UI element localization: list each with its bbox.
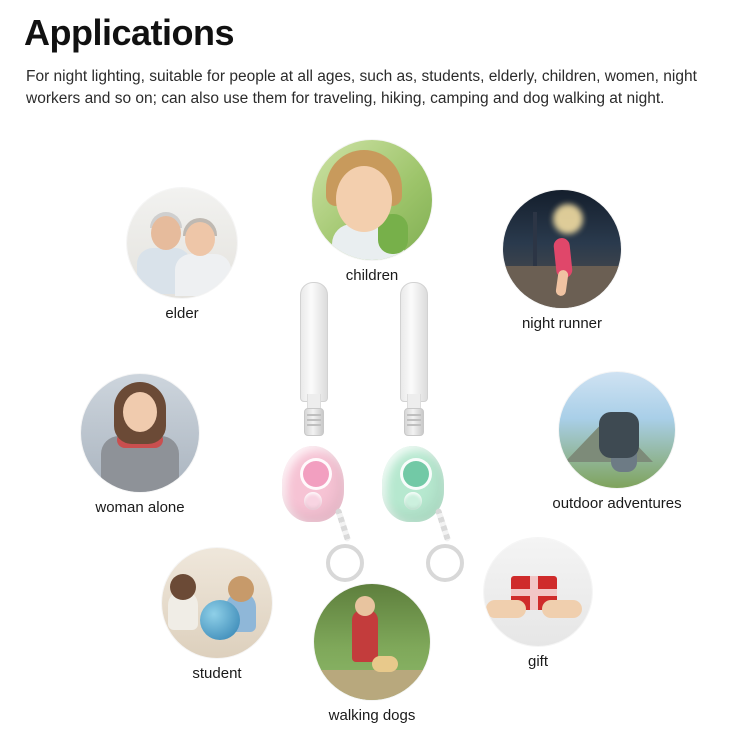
caption-children: children <box>345 267 399 284</box>
alarm-button[interactable] <box>304 492 322 510</box>
application-item-gift <box>480 538 596 670</box>
page-description: For night lighting, suitable for people at all ages, such as, students, elderly, children, women, night workers and so on; can also use them for traveling, hiking, camping and dog walking at night. <box>26 68 697 107</box>
alarm-button[interactable] <box>404 492 422 510</box>
night-runner-photo <box>503 190 621 308</box>
application-item-woman-alone <box>76 374 204 516</box>
children-photo <box>312 140 432 260</box>
woman-alone-photo <box>81 374 199 492</box>
caption-outdoor-adventures: outdoor adventures <box>552 495 682 512</box>
caption-gift: gift <box>527 653 548 670</box>
personal-alarm-pink <box>276 282 386 582</box>
caption-walking-dogs: walking dogs <box>328 707 416 724</box>
elder-photo <box>127 188 237 298</box>
led-light <box>300 458 332 490</box>
page-title: Applications <box>24 12 235 53</box>
caption-night-runner: night runner <box>521 315 603 332</box>
led-light <box>400 458 432 490</box>
personal-alarm-green <box>376 282 486 582</box>
application-item-walking-dogs <box>310 584 434 724</box>
metal-clip <box>404 408 424 436</box>
metal-clip <box>304 408 324 436</box>
walking-dogs-photo <box>314 584 430 700</box>
keychain-chain <box>435 508 451 542</box>
gift-photo <box>484 538 592 646</box>
student-photo <box>162 548 272 658</box>
outdoor-adventures-photo <box>559 372 675 488</box>
application-item-elder <box>124 188 240 322</box>
application-item-children <box>309 140 435 284</box>
caption-woman-alone: woman alone <box>95 499 185 516</box>
caption-elder: elder <box>165 305 199 322</box>
application-item-night-runner <box>498 190 626 332</box>
wrist-strap <box>400 282 428 402</box>
wrist-strap <box>300 282 328 402</box>
key-ring <box>326 544 364 582</box>
key-ring <box>426 544 464 582</box>
caption-student: student <box>192 665 242 682</box>
application-item-student <box>158 548 276 682</box>
keychain-chain <box>335 508 351 542</box>
application-item-outdoor-adventures <box>537 372 697 512</box>
